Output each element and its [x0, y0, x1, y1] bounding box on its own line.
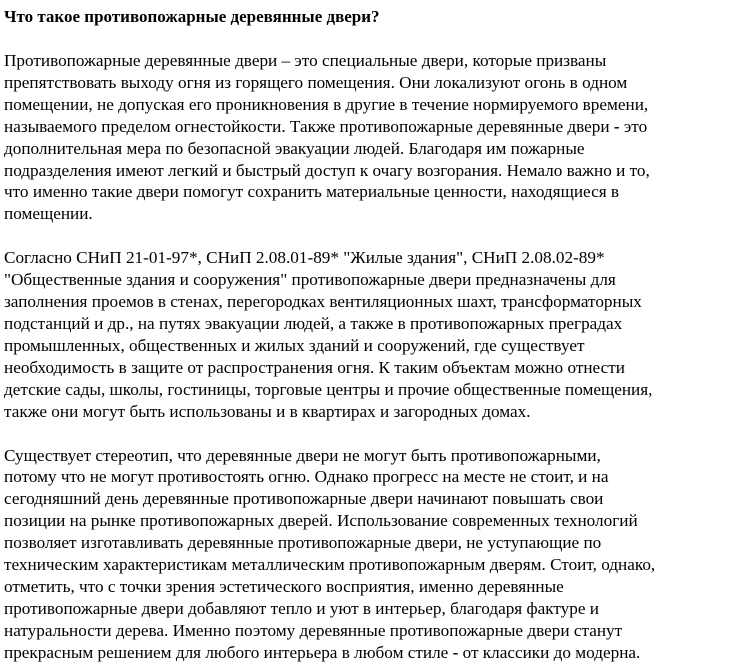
paragraph-3-line-9: натуральности дерева. Именно поэтому деревянные противопожарные двери станут — [4, 620, 623, 640]
bold-dash: - — [613, 116, 620, 136]
paragraph-2-line-6: необходимость в защите от распространения огня. К таким объектам можно отнести — [4, 357, 625, 377]
article-heading: Что такое противопожарные деревянные двери? — [4, 7, 380, 26]
paragraph-3-line-2: потому что не могут противостоять огню. Однако прогресс на месте не стоит, и на — [4, 467, 609, 487]
paragraph-3-line-6: техническим характеристикам металлическим противопожарным дверям. Стоит, однако, — [4, 555, 656, 575]
paragraph-3-line-10-tail: от классики до модерна. — [462, 642, 641, 662]
paragraph-1-line-4-tail: это — [623, 116, 648, 136]
paragraph-2 — [4, 247, 742, 422]
paragraph-1-line-3: помещении, не допуская его проникновения в другие в течение нормируемого времени, — [4, 94, 649, 114]
paragraph-3-line-7: отметить, что с точки зрения эстетического восприятия, именно деревянные — [4, 576, 564, 596]
paragraph-3-line-8: противопожарные двери добавляют тепло и уют в интерьер, благодаря фактуре и — [4, 598, 599, 618]
paragraph-2-line-7: детские сады, школы, гостиницы, торговые центры и прочие общественные помещения, — [4, 379, 653, 399]
paragraph-1-line-2: препятствовать выходу огня из горящего помещения. Они локализуют огонь в одном — [4, 72, 628, 92]
paragraph-1 — [4, 50, 742, 225]
paragraph-2-line-4: подстанций и др., на путях эвакуации людей, а также в противопожарных преградах — [4, 313, 623, 333]
paragraph-2-line-1: Согласно СНиП 21-01-97*, СНиП 2.08.01-89* "Жилые здания", СНиП 2.08.02-89* — [4, 248, 605, 268]
paragraph-3-line-1: Существует стереотип, что деревянные двери не могут быть противопожарными, — [4, 445, 601, 465]
bold-dash: - — [452, 642, 459, 662]
paragraph-1-line-4 — [4, 116, 742, 138]
paragraph-2-line-3: заполнения проемов в стенах, перегородках вентиляционных шахт, трансформаторных — [4, 292, 642, 312]
paragraph-3 — [4, 445, 742, 664]
paragraph-1-line-6: подразделения имеют легкий и быстрый доступ к очагу возгорания. Немало важно и то, — [4, 160, 650, 180]
paragraph-3-line-10 — [4, 642, 742, 664]
paragraph-1-line-1: Противопожарные деревянные двери – это специальные двери, которые призваны — [4, 51, 607, 70]
paragraph-1-line-7: что именно такие двери помогут сохранить материальные ценности, находящиеся в — [4, 182, 620, 202]
paragraph-3-line-10-text: прекрасным решением для любого интерьера в любом стиле — [4, 642, 449, 662]
paragraph-3-line-3: сегодняшний день деревянные противопожарные двери начинают повышать свои — [4, 489, 604, 509]
paragraph-1-line-5: дополнительная мера по безопасной эвакуации людей. Благодаря им пожарные — [4, 138, 585, 158]
paragraph-1-line-8: помещении. — [4, 204, 93, 224]
paragraph-2-line-8: также они могут быть использованы и в квартирах и загородных домах. — [4, 401, 531, 421]
paragraph-2-line-5: промышленных, общественных и жилых зданий и сооружений, где существует — [4, 335, 585, 355]
article — [4, 0, 742, 664]
paragraph-2-line-2: "Общественные здания и сооружения" противопожарные двери предназначены для — [4, 270, 616, 290]
paragraph-1-line-4-text: называемого пределом огнестойкости. Также противопожарные деревянные двери — [4, 116, 610, 136]
paragraph-3-line-5: позволяет изготавливать деревянные противопожарные двери, не уступающие по — [4, 533, 602, 553]
paragraph-3-line-4: позиции на рынке противопожарных дверей. Использование современных технологий — [4, 511, 638, 531]
